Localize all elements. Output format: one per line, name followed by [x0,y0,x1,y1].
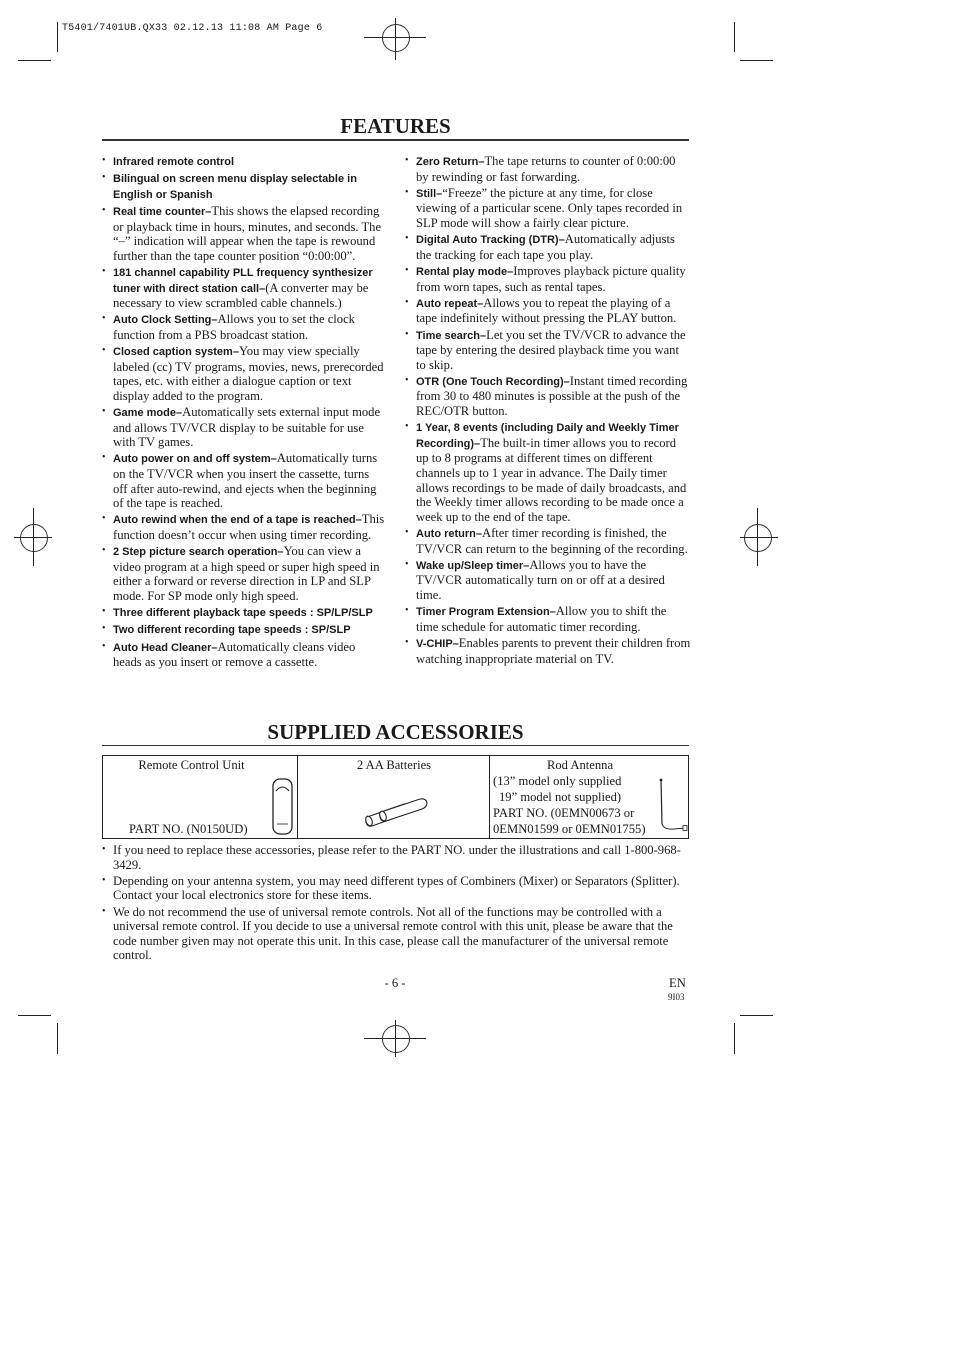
accessory-note: • Depending on your antenna system, you may need different types of Combiners (Mixer) or Separators (Splitter). Contact your local electronics store for these items. [102,874,690,903]
page-number: - 6 - [384,976,406,990]
language-code: EN [669,976,686,990]
feature-description: After timer recording is finished, the TV/VCR can return to the beginning of the recording. [416,526,688,556]
feature-item [405,558,691,603]
feature-description: Allows you to have the TV/VCR automatically turn on or off at a desired time. [416,557,665,602]
feature-name: Auto Head Cleaner– [113,641,218,654]
remote-control-icon [270,777,296,837]
features-left-list [102,154,386,670]
antenna-part-number-1: PART NO. (0EMN00673 or [493,806,635,820]
feature-item [102,265,386,311]
batteries-cell [298,756,490,838]
accessory-note: • We do not recommend the use of universal remote controls. Not all of the functions may be controlled with a universal remote control. If you decide to use a universal remote control with this unit, please be aware that the code number given may not operate this unit. In this case, please call the manufacturer of the universal remote control. [102,905,690,963]
feature-description: Let you set the TV/VCR to advance the tape by entering the desired playback time you want to skip. [416,327,686,372]
feature-item [405,264,691,294]
accessory-notes [102,843,690,965]
feature-item [102,171,386,202]
feature-name: Rental play mode– [416,265,514,278]
feature-item [102,544,386,603]
feature-name: Auto repeat– [416,297,484,310]
feature-name: Wake up/Sleep timer– [416,559,530,572]
document-code: 9I03 [668,992,685,1002]
print-slug: T5401/7401UB.QX33 02.12.13 11:08 AM Page 6 [62,23,323,34]
accessories-table [102,755,689,839]
feature-description: Allows you to set the clock function from a PBS broadcast station. [113,312,355,342]
feature-item [102,605,386,621]
feature-name: Real time counter– [113,205,212,218]
feature-name: Time search– [416,329,487,342]
feature-name: V-CHIP– [416,637,459,650]
feature-name: Still– [416,187,443,200]
feature-item [102,622,386,638]
feature-description: Improves playback picture quality from worn tapes, such as rental tapes. [416,263,686,294]
feature-item [405,186,691,231]
feature-item [405,604,691,634]
feature-item [405,328,691,373]
feature-item [102,405,386,450]
feature-item [405,232,691,262]
feature-name: Two different recording tape speeds : SP/SLP [113,624,351,637]
feature-description: Allows you to repeat the playing of a tape indefinitely without pressing the PLAY button. [416,295,677,326]
feature-description: This function doesn’t occur when using timer recording. [113,512,385,542]
feature-item [102,640,386,670]
features-rule [102,139,689,141]
feature-name: Bilingual on screen menu display selectable in English or Spanish [113,173,357,201]
antenna-note-19: 19” model not supplied) [499,790,622,804]
feature-name: Auto power on and off system– [113,453,277,466]
feature-name: Three different playback tape speeds : SP/LP/SLP [113,607,373,620]
feature-description: Automatically sets external input mode and allows TV/VCR display to be suitable for use with TV games. [113,405,381,450]
feature-description: You can view a video program at a high speed or super high speed in either a forward or reverse direction in LP and SLP mode. For SP mode only high speed. [113,544,380,603]
feature-name: Infrared remote control [113,156,235,168]
feature-item [405,420,691,524]
feature-item [405,154,691,184]
remote-cell [103,756,298,838]
accessory-note: • If you need to replace these accessories, please refer to the PART NO. under the illustrations and call 1-800-968-3429. [102,843,690,872]
feature-description: Automatically cleans video heads as you insert or remove a cassette. [113,639,356,670]
antenna-part-number-2: 0EMN01599 or 0EMN01755) [493,822,646,836]
batteries-name: 2 AA Batteries [356,758,432,772]
feature-name: Digital Auto Tracking (DTR)– [416,234,565,247]
accessories-title: SUPPLIED ACCESSORIES [267,720,524,744]
feature-description: Automatically turns on the TV/VCR when you insert the cassette, turns off after auto-rewind, and ejects when the beginning of the tape is reached. [113,451,378,511]
feature-item [102,204,386,263]
feature-description: Automatically adjusts the tracking for each tape you play. [416,232,675,262]
antenna-cell [490,756,688,838]
feature-item [102,154,386,170]
features-right-column [405,154,691,668]
remote-name: Remote Control Unit [138,758,245,772]
feature-item [405,526,691,556]
feature-description: Enables parents to prevent their children from watching inappropriate material on TV. [416,635,691,666]
feature-item [405,636,691,666]
features-left-column [102,154,386,671]
feature-description: The tape returns to counter of 0:00:00 by rewinding or fast forwarding. [416,154,676,184]
feature-item [102,312,386,342]
feature-name: Auto rewind when the end of a tape is reached– [113,514,362,527]
rod-antenna-icon [654,778,688,834]
feature-item [405,374,691,419]
feature-description: Instant timed recording from 30 to 480 minutes is possible at the push of the REC/OTR button. [416,373,688,419]
features-right-list [405,154,691,666]
feature-name: 2 Step picture search operation– [113,546,284,559]
feature-name: Game mode– [113,407,183,420]
feature-name: OTR (One Touch Recording)– [416,375,570,388]
feature-name: 181 channel capability PLL frequency synthesizer tuner with direct station call– [113,266,373,295]
antenna-name: Rod Antenna [546,758,614,772]
feature-description: Allow you to shift the time schedule for automatic timer recording. [416,604,667,634]
batteries-icon [364,796,432,828]
accessories-rule [102,745,689,746]
feature-description: (A converter may be necessary to view scrambled cable channels.) [113,280,369,311]
antenna-note-13: (13” model only supplied [493,774,622,788]
feature-description: You may view specially labeled (cc) TV programs, movies, news, prerecorded tapes, etc. with either a dialogue caption or text display added to the program. [113,344,384,403]
feature-item [102,451,386,510]
feature-description: “Freeze” the picture at any time, for close viewing of a particular scene. Only tapes recorded in SLP mode will show a fairly clear picture. [416,185,683,230]
remote-part-number: PART NO. (N0150UD) [129,822,248,836]
feature-name: Auto return– [416,528,482,540]
features-title: FEATURES [340,114,451,138]
feature-item [102,344,386,403]
feature-name: Auto Clock Setting– [113,314,218,327]
feature-item [405,296,691,326]
feature-description: This shows the elapsed recording or playback time in hours, minutes, and seconds. The “–” indication will appear when the tape is rewound further than the tape counter position “0:00:00”. [113,203,382,263]
feature-description: The built-in timer allows you to record up to 8 programs at different times on different channels up to 1 year in advance. The Daily timer allows recordings to be made of daily broadcasts, and the Weekly timer allows recording to be made once a week up to the end of the tape. [416,435,687,524]
feature-item [102,512,386,542]
feature-name: Zero Return– [416,156,485,168]
feature-name: Timer Program Extension– [416,606,556,619]
feature-name: 1 Year, 8 events (including Daily and Weekly Timer Recording)– [416,422,679,450]
feature-name: Closed caption system– [113,346,239,359]
